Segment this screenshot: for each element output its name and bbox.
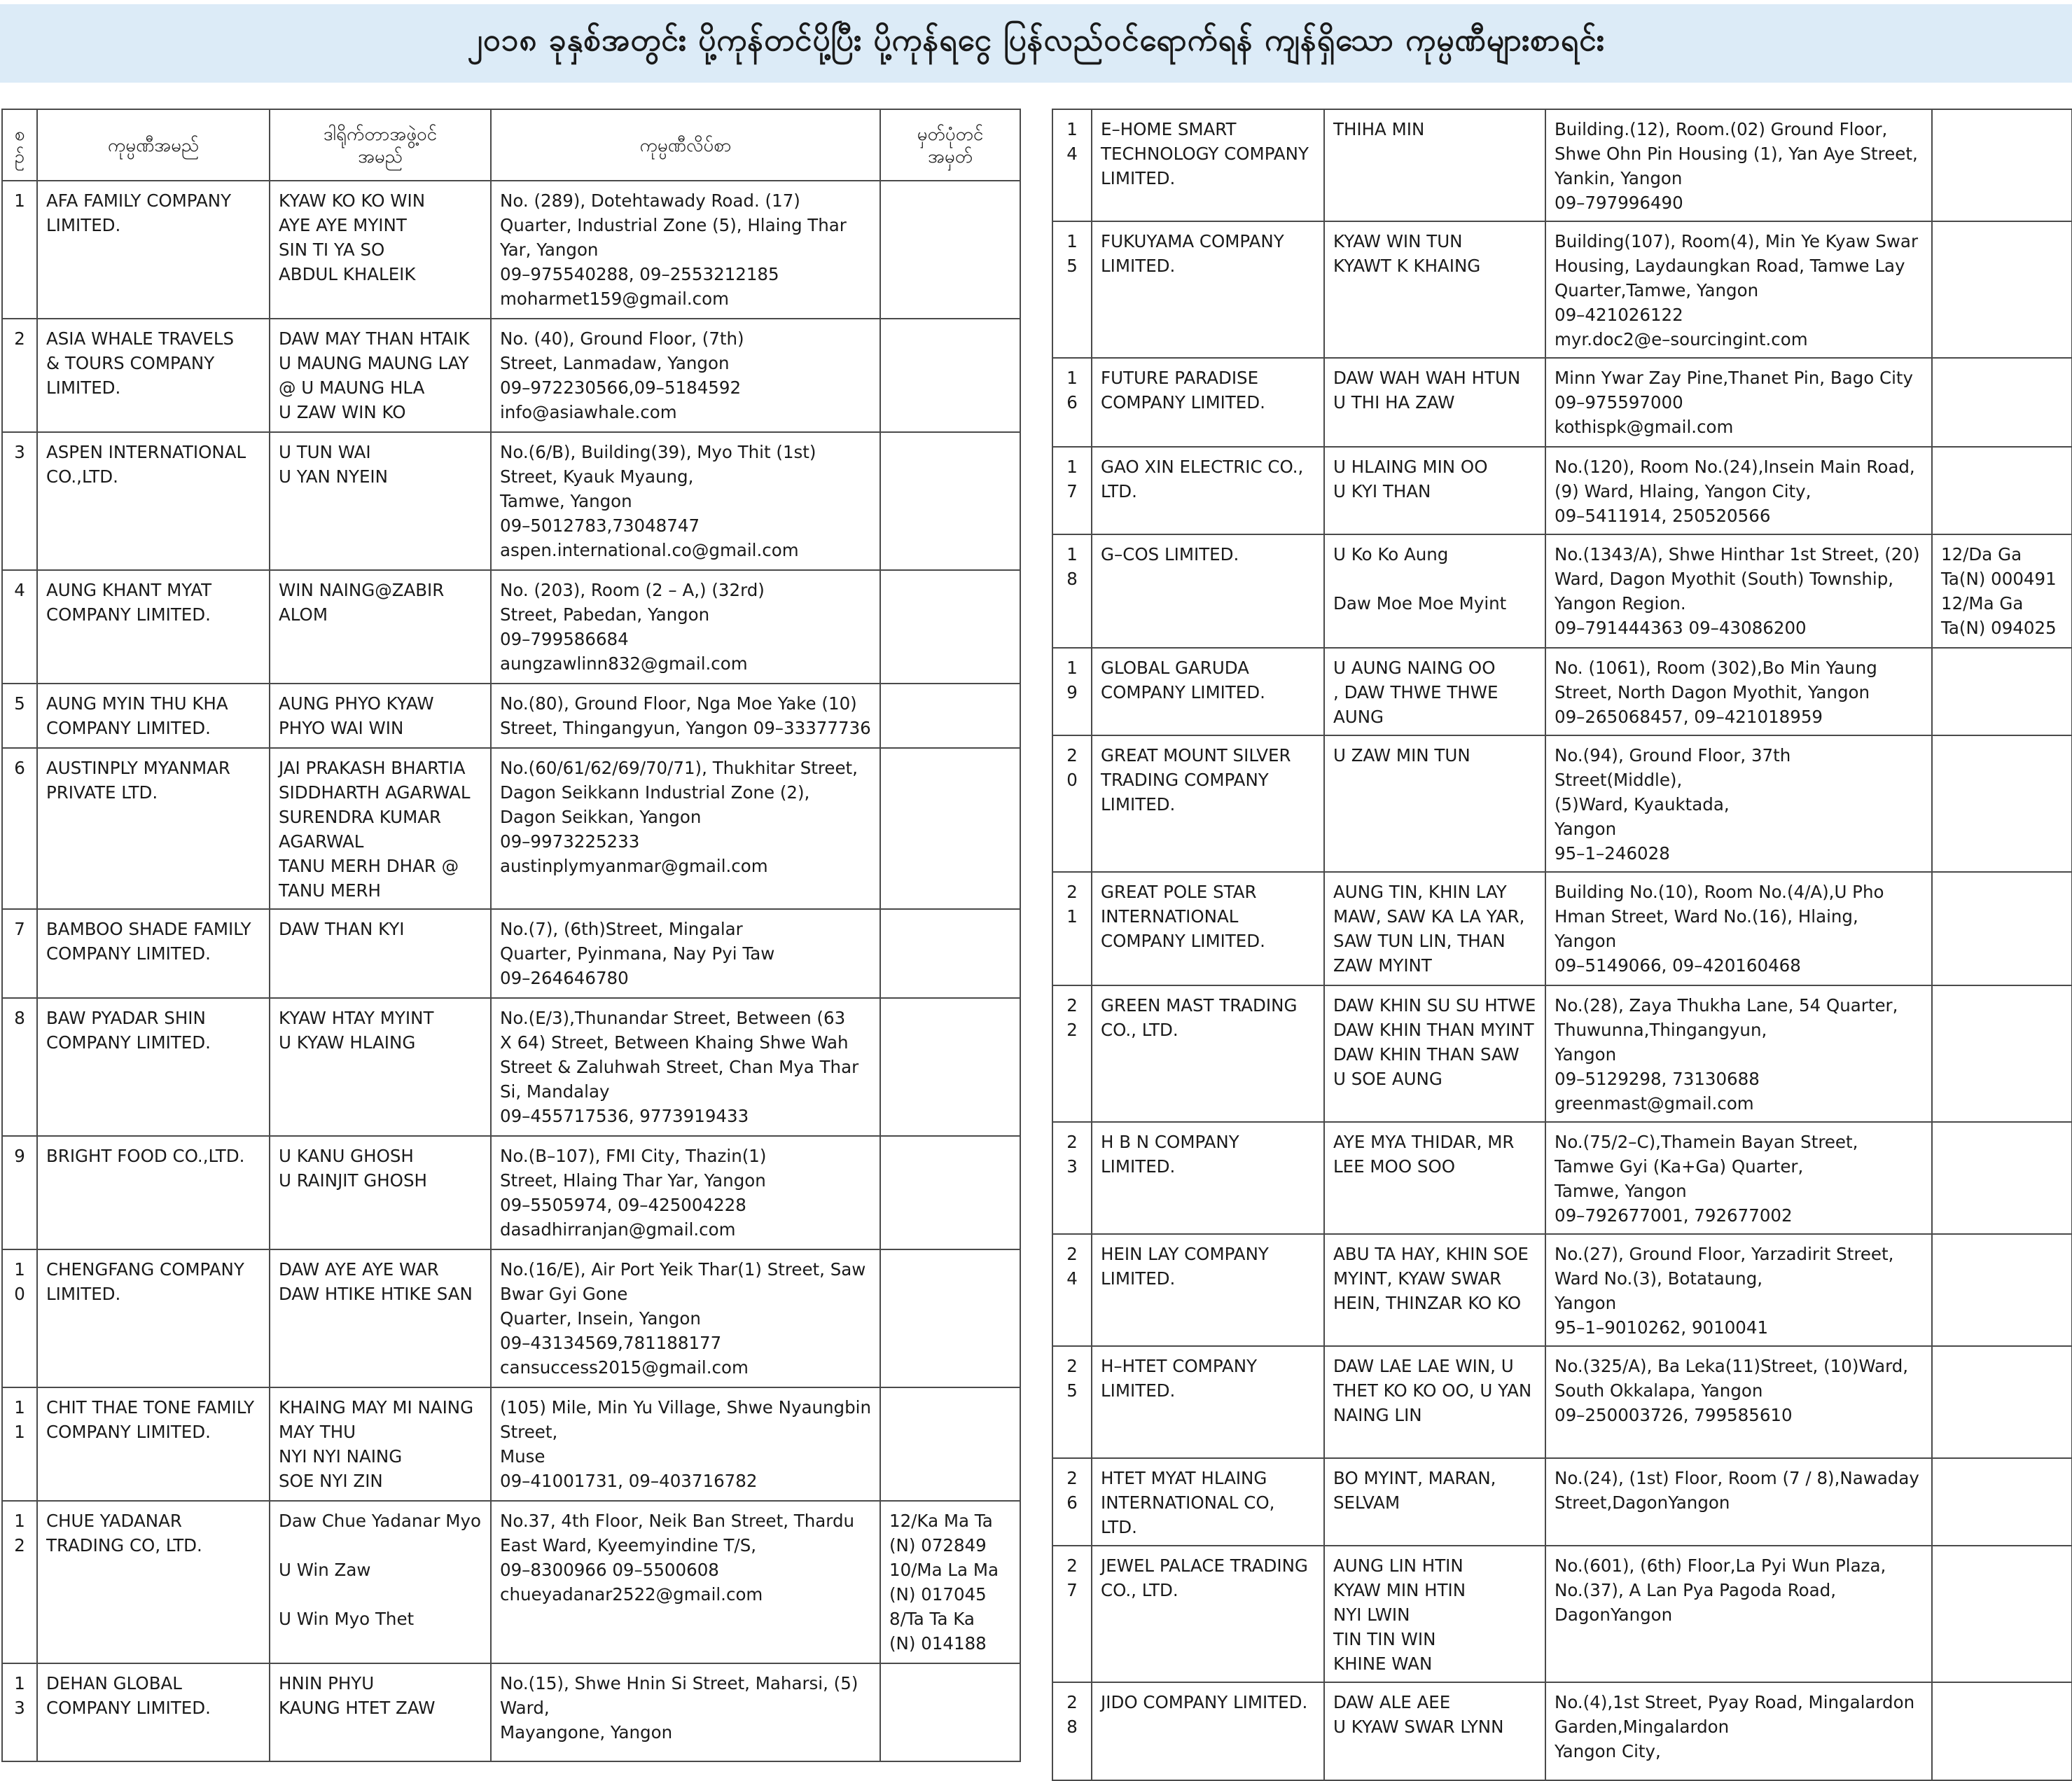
cell-no: 5 xyxy=(2,684,37,748)
header-company: ကုမ္ပဏီအမည် xyxy=(37,109,270,181)
cell-company: G–COS LIMITED. xyxy=(1092,534,1324,648)
table-row xyxy=(1052,1682,2072,1780)
cell-company: H–HTET COMPANY LIMITED. xyxy=(1092,1346,1324,1458)
cell-company: GREEN MAST TRADING CO., LTD. xyxy=(1092,985,1324,1122)
cell-no: 24 xyxy=(1052,1234,1092,1346)
cell-remark xyxy=(1932,872,2072,985)
cell-address: Building(107), Room(4), Min Ye Kyaw Swar Housing, Laydaungkan Road, Tamwe Lay Quarter,Tamwe, Yangon 09–421026122 myr.doc2@e–sourcingint.com xyxy=(1545,221,1932,358)
cell-no: 27 xyxy=(1052,1546,1092,1682)
cell-remark xyxy=(1932,1122,2072,1234)
table-row xyxy=(2,1663,1020,1761)
cell-remark: 12/Ka Ma Ta (N) 072849 10/Ma La Ma (N) 017045 8/Ta Ta Ka (N) 014188 xyxy=(880,1501,1020,1663)
cell-no: 3 xyxy=(2,432,37,570)
cell-address: No.(6/B), Building(39), Myo Thit (1st) Street, Kyauk Myaung, Tamwe, Yangon 09–5012783,73048747 aspen.international.co@gmail.com xyxy=(491,432,880,570)
cell-company: CHUE YADANAR TRADING CO, LTD. xyxy=(37,1501,270,1663)
cell-address: No.(15), Shwe Hnin Si Street, Maharsi, (5) Ward, Mayangone, Yangon xyxy=(491,1663,880,1761)
table-row xyxy=(1052,447,2072,534)
cell-remark xyxy=(880,1387,1020,1501)
cell-company: GLOBAL GARUDA COMPANY LIMITED. xyxy=(1092,648,1324,735)
cell-no: 25 xyxy=(1052,1346,1092,1458)
cell-company: AUSTINPLY MYANMAR PRIVATE LTD. xyxy=(37,748,270,909)
table-row xyxy=(2,432,1020,570)
cell-remark xyxy=(1932,1458,2072,1546)
table-row xyxy=(2,748,1020,909)
header-director: ဒါရိုက်တာအဖွဲ့ဝင် အမည် xyxy=(270,109,491,181)
cell-director: JAI PRAKASH BHARTIA SIDDHARTH AGARWAL SURENDRA KUMAR AGARWAL TANU MERH DHAR @ TANU MERH xyxy=(270,748,491,909)
cell-remark xyxy=(880,432,1020,570)
cell-address: No.(28), Zaya Thukha Lane, 54 Quarter, Thuwunna,Thingangyun, Yangon 09–5129298, 73130688 greenmast@gmail.com xyxy=(1545,985,1932,1122)
cell-no: 12 xyxy=(2,1501,37,1663)
cell-address: No.37, 4th Floor, Neik Ban Street, Thardu East Ward, Kyeemyindine T/S, 09–8300966 09–5500608 chueyadanar2522@gmail.com xyxy=(491,1501,880,1663)
cell-no: 9 xyxy=(2,1136,37,1249)
cell-address: Building.(12), Room.(02) Ground Floor, Shwe Ohn Pin Housing (1), Yan Aye Street, Yankin, Yangon 09–797996490 xyxy=(1545,109,1932,221)
cell-director: KYAW WIN TUN KYAWT K KHAING xyxy=(1324,221,1545,358)
cell-remark xyxy=(880,1249,1020,1387)
table-row xyxy=(1052,985,2072,1122)
cell-address: No.(B–107), FMI City, Thazin(1) Street, Hlaing Thar Yar, Yangon 09–5505974, 09–425004228 dasadhirranjan@gmail.com xyxy=(491,1136,880,1249)
table-row xyxy=(1052,872,2072,985)
header-address: ကုမ္ပဏီလိပ်စာ xyxy=(491,109,880,181)
table-row xyxy=(1052,1234,2072,1346)
cell-company: JIDO COMPANY LIMITED. xyxy=(1092,1682,1324,1780)
cell-address: No.(325/A), Ba Leka(11)Street, (10)Ward, South Okkalapa, Yangon 09–250003726, 799585610 xyxy=(1545,1346,1932,1458)
cell-company: DEHAN GLOBAL COMPANY LIMITED. xyxy=(37,1663,270,1761)
cell-company: E–HOME SMART TECHNOLOGY COMPANY LIMITED. xyxy=(1092,109,1324,221)
cell-remark xyxy=(880,909,1020,998)
table-row xyxy=(2,998,1020,1136)
cell-no: 7 xyxy=(2,909,37,998)
table-row xyxy=(1052,534,2072,648)
table-row xyxy=(2,1249,1020,1387)
cell-company: GAO XIN ELECTRIC CO., LTD. xyxy=(1092,447,1324,534)
cell-no: 19 xyxy=(1052,648,1092,735)
cell-no: 22 xyxy=(1052,985,1092,1122)
cell-company: AUNG MYIN THU KHA COMPANY LIMITED. xyxy=(37,684,270,748)
cell-address: Minn Ywar Zay Pine,Thanet Pin, Bago City 09–975597000 kothispk@gmail.com xyxy=(1545,358,1932,447)
company-table-left xyxy=(1,109,1021,1762)
cell-company: GREAT MOUNT SILVER TRADING COMPANY LIMITED. xyxy=(1092,735,1324,872)
cell-director: DAW ALE AEE U KYAW SWAR LYNN xyxy=(1324,1682,1545,1780)
cell-no: 11 xyxy=(2,1387,37,1501)
table-row xyxy=(1052,1546,2072,1682)
cell-address: No.(E/3),Thunandar Street, Between (63 X 64) Street, Between Khaing Shwe Wah Street & Zaluhwah Street, Chan Mya Thar Si, Mandalay 09–455717536, 9773919433 xyxy=(491,998,880,1136)
cell-no: 16 xyxy=(1052,358,1092,447)
cell-company: ASPEN INTERNATIONAL CO.,LTD. xyxy=(37,432,270,570)
company-table-right xyxy=(1052,109,2072,1781)
cell-director: U TUN WAI U YAN NYEIN xyxy=(270,432,491,570)
cell-company: FUKUYAMA COMPANY LIMITED. xyxy=(1092,221,1324,358)
cell-remark xyxy=(880,998,1020,1136)
cell-director: WIN NAING@ZABIR ALOM xyxy=(270,570,491,684)
cell-director: AUNG PHYO KYAW PHYO WAI WIN xyxy=(270,684,491,748)
cell-director: ABU TA HAY, KHIN SOE MYINT, KYAW SWAR HEIN, THINZAR KO KO xyxy=(1324,1234,1545,1346)
table-body-left xyxy=(2,181,1020,1761)
table-row xyxy=(2,1387,1020,1501)
cell-director: DAW MAY THAN HTAIK U MAUNG MAUNG LAY @ U MAUNG HLA U ZAW WIN KO xyxy=(270,319,491,432)
table-row xyxy=(1052,735,2072,872)
cell-director: U Ko Ko Aung Daw Moe Moe Myint xyxy=(1324,534,1545,648)
cell-director: AUNG TIN, KHIN LAY MAW, SAW KA LA YAR, SAW TUN LIN, THAN ZAW MYINT xyxy=(1324,872,1545,985)
cell-director: THIHA MIN xyxy=(1324,109,1545,221)
cell-remark xyxy=(1932,1346,2072,1458)
cell-no: 8 xyxy=(2,998,37,1136)
cell-remark xyxy=(880,1136,1020,1249)
cell-no: 4 xyxy=(2,570,37,684)
cell-remark: 12/Da Ga Ta(N) 000491 12/Ma Ga Ta(N) 094025 xyxy=(1932,534,2072,648)
cell-company: AFA FAMILY COMPANY LIMITED. xyxy=(37,181,270,319)
cell-director: DAW KHIN SU SU HTWE DAW KHIN THAN MYINT DAW KHIN THAN SAW U SOE AUNG xyxy=(1324,985,1545,1122)
cell-company: BAW PYADAR SHIN COMPANY LIMITED. xyxy=(37,998,270,1136)
cell-address: No.(75/2–C),Thamein Bayan Street, Tamwe Gyi (Ka+Ga) Quarter, Tamwe, Yangon 09–792677001, 792677002 xyxy=(1545,1122,1932,1234)
cell-company: HTET MYAT HLAING INTERNATIONAL CO, LTD. xyxy=(1092,1458,1324,1546)
cell-remark xyxy=(1932,648,2072,735)
title-banner xyxy=(0,4,2072,83)
cell-address: No.(94), Ground Floor, 37th Street(Middle), (5)Ward, Kyauktada, Yangon 95–1–246028 xyxy=(1545,735,1932,872)
cell-company: JEWEL PALACE TRADING CO., LTD. xyxy=(1092,1546,1324,1682)
cell-director: DAW AYE AYE WAR DAW HTIKE HTIKE SAN xyxy=(270,1249,491,1387)
cell-address: No.(16/E), Air Port Yeik Thar(1) Street, Saw Bwar Gyi Gone Quarter, Insein, Yangon 09–43134569,781188177 cansuccess2015@gmail.com xyxy=(491,1249,880,1387)
table-row xyxy=(1052,221,2072,358)
cell-director: KHAING MAY MI NAING MAY THU NYI NYI NAING SOE NYI ZIN xyxy=(270,1387,491,1501)
cell-no: 10 xyxy=(2,1249,37,1387)
cell-address: No.(60/61/62/69/70/71), Thukhitar Street, Dagon Seikkann Industrial Zone (2), Dagon Seikkan, Yangon 09–9973225233 austinplymyanmar@gmail.com xyxy=(491,748,880,909)
cell-company: FUTURE PARADISE COMPANY LIMITED. xyxy=(1092,358,1324,447)
table-row xyxy=(2,181,1020,319)
cell-no: 21 xyxy=(1052,872,1092,985)
cell-address: No. (40), Ground Floor, (7th) Street, Lanmadaw, Yangon 09–972230566,09–5184592 info@asiawhale.com xyxy=(491,319,880,432)
cell-no: 23 xyxy=(1052,1122,1092,1234)
cell-no: 15 xyxy=(1052,221,1092,358)
cell-remark xyxy=(1932,1682,2072,1780)
cell-address: No.(4),1st Street, Pyay Road, Mingalardon Garden,Mingalardon Yangon City, xyxy=(1545,1682,1932,1780)
cell-no: 17 xyxy=(1052,447,1092,534)
cell-director: AUNG LIN HTIN KYAW MIN HTIN NYI LWIN TIN TIN WIN KHINE WAN xyxy=(1324,1546,1545,1682)
cell-company: CHENGFANG COMPANY LIMITED. xyxy=(37,1249,270,1387)
cell-company: GREAT POLE STAR INTERNATIONAL COMPANY LIMITED. xyxy=(1092,872,1324,985)
cell-no: 14 xyxy=(1052,109,1092,221)
cell-address: No.(24), (1st) Floor, Room (7 / 8),Nawaday Street,DagonYangon xyxy=(1545,1458,1932,1546)
cell-address: No.(120), Room No.(24),Insein Main Road, (9) Ward, Hlaing, Yangon City, 09–5411914, 250520566 xyxy=(1545,447,1932,534)
cell-address: No. (203), Room (2 – A,) (32rd) Street, Pabedan, Yangon 09–799586684 aungzawlinn832@gmail.com xyxy=(491,570,880,684)
cell-director: Daw Chue Yadanar Myo U Win Zaw U Win Myo Thet xyxy=(270,1501,491,1663)
cell-company: CHIT THAE TONE FAMILY COMPANY LIMITED. xyxy=(37,1387,270,1501)
cell-no: 28 xyxy=(1052,1682,1092,1780)
cell-address: No. (1061), Room (302),Bo Min Yaung Street, North Dagon Myothit, Yangon 09–265068457, 09–421018959 xyxy=(1545,648,1932,735)
page-title: ၂၀၁၈ ခုနှစ်အတွင်း ပို့ကုန်တင်ပို့ပြီး ပို့ကုန်ရငွေ ပြန်လည်ဝင်ရောက်ရန် ကျန်ရှိသော ကုမ္ပဏီများစာရင်း xyxy=(467,22,1605,58)
cell-director: U KANU GHOSH U RAINJIT GHOSH xyxy=(270,1136,491,1249)
cell-no: 26 xyxy=(1052,1458,1092,1546)
table-row xyxy=(1052,1458,2072,1546)
cell-remark xyxy=(880,319,1020,432)
cell-director: DAW THAN KYI xyxy=(270,909,491,998)
cell-director: DAW WAH WAH HTUN U THI HA ZAW xyxy=(1324,358,1545,447)
cell-director: KYAW HTAY MYINT U KYAW HLAING xyxy=(270,998,491,1136)
cell-address: Building No.(10), Room No.(4/A),U Pho Hman Street, Ward No.(16), Hlaing, Yangon 09–5149066, 09–420160468 xyxy=(1545,872,1932,985)
cell-remark xyxy=(1932,447,2072,534)
cell-director: BO MYINT, MARAN, SELVAM xyxy=(1324,1458,1545,1546)
cell-remark xyxy=(880,181,1020,319)
table-body-right xyxy=(1052,109,2072,1780)
table-header-row xyxy=(2,109,1020,181)
cell-remark xyxy=(1932,985,2072,1122)
cell-company: BAMBOO SHADE FAMILY COMPANY LIMITED. xyxy=(37,909,270,998)
cell-address: No.(80), Ground Floor, Nga Moe Yake (10) Street, Thingangyun, Yangon 09–33377736 xyxy=(491,684,880,748)
cell-director: AYE MYA THIDAR, MR LEE MOO SOO xyxy=(1324,1122,1545,1234)
cell-address: No.(27), Ground Floor, Yarzadirit Street, Ward No.(3), Botataung, Yangon 95–1–9010262, 9010041 xyxy=(1545,1234,1932,1346)
cell-company: HEIN LAY COMPANY LIMITED. xyxy=(1092,1234,1324,1346)
cell-company: ASIA WHALE TRAVELS & TOURS COMPANY LIMITED. xyxy=(37,319,270,432)
cell-remark xyxy=(880,684,1020,748)
cell-no: 13 xyxy=(2,1663,37,1761)
table-row xyxy=(1052,358,2072,447)
table-row xyxy=(2,570,1020,684)
cell-no: 18 xyxy=(1052,534,1092,648)
table-row xyxy=(2,1136,1020,1249)
cell-address: No.(1343/A), Shwe Hinthar 1st Street, (20) Ward, Dagon Myothit (South) Township, Yangon Region. 09–791444363 09–43086200 xyxy=(1545,534,1932,648)
cell-no: 20 xyxy=(1052,735,1092,872)
cell-director: DAW LAE LAE WIN, U THET KO KO OO, U YAN NAING LIN xyxy=(1324,1346,1545,1458)
table-row xyxy=(1052,1122,2072,1234)
cell-address: No.(601), (6th) Floor,La Pyi Wun Plaza, No.(37), A Lan Pya Pagoda Road, DagonYangon xyxy=(1545,1546,1932,1682)
table-row xyxy=(2,1501,1020,1663)
cell-remark xyxy=(1932,221,2072,358)
cell-director: U ZAW MIN TUN xyxy=(1324,735,1545,872)
cell-director: KYAW KO KO WIN AYE AYE MYINT SIN TI YA SO ABDUL KHALEIK xyxy=(270,181,491,319)
cell-remark xyxy=(880,748,1020,909)
cell-director: HNIN PHYU KAUNG HTET ZAW xyxy=(270,1663,491,1761)
table-row xyxy=(1052,109,2072,221)
cell-remark xyxy=(880,570,1020,684)
cell-company: AUNG KHANT MYAT COMPANY LIMITED. xyxy=(37,570,270,684)
cell-address: No.(7), (6th)Street, Mingalar Quarter, Pyinmana, Nay Pyi Taw 09–264646780 xyxy=(491,909,880,998)
cell-no: 2 xyxy=(2,319,37,432)
table-row xyxy=(1052,1346,2072,1458)
cell-remark xyxy=(1932,735,2072,872)
cell-no: 6 xyxy=(2,748,37,909)
cell-no: 1 xyxy=(2,181,37,319)
cell-director: U AUNG NAING OO , DAW THWE THWE AUNG xyxy=(1324,648,1545,735)
cell-address: (105) Mile, Min Yu Village, Shwe Nyaungbin Street, Muse 09–41001731, 09–403716782 xyxy=(491,1387,880,1501)
cell-remark xyxy=(1932,109,2072,221)
cell-director: U HLAING MIN OO U KYI THAN xyxy=(1324,447,1545,534)
table-row xyxy=(2,909,1020,998)
header-no: စဉ် xyxy=(2,109,37,181)
cell-remark xyxy=(880,1663,1020,1761)
cell-remark xyxy=(1932,1546,2072,1682)
table-row xyxy=(1052,648,2072,735)
table-row xyxy=(2,319,1020,432)
cell-address: No. (289), Dotehtawady Road. (17) Quarter, Industrial Zone (5), Hlaing Thar Yar, Yangon 09–975540288, 09–2553212185 moharmet159@gmail.com xyxy=(491,181,880,319)
cell-remark xyxy=(1932,358,2072,447)
table-row xyxy=(2,684,1020,748)
header-remark: မှတ်ပုံတင် အမှတ် xyxy=(880,109,1020,181)
cell-remark xyxy=(1932,1234,2072,1346)
cell-company: BRIGHT FOOD CO.,LTD. xyxy=(37,1136,270,1249)
cell-company: H B N COMPANY LIMITED. xyxy=(1092,1122,1324,1234)
